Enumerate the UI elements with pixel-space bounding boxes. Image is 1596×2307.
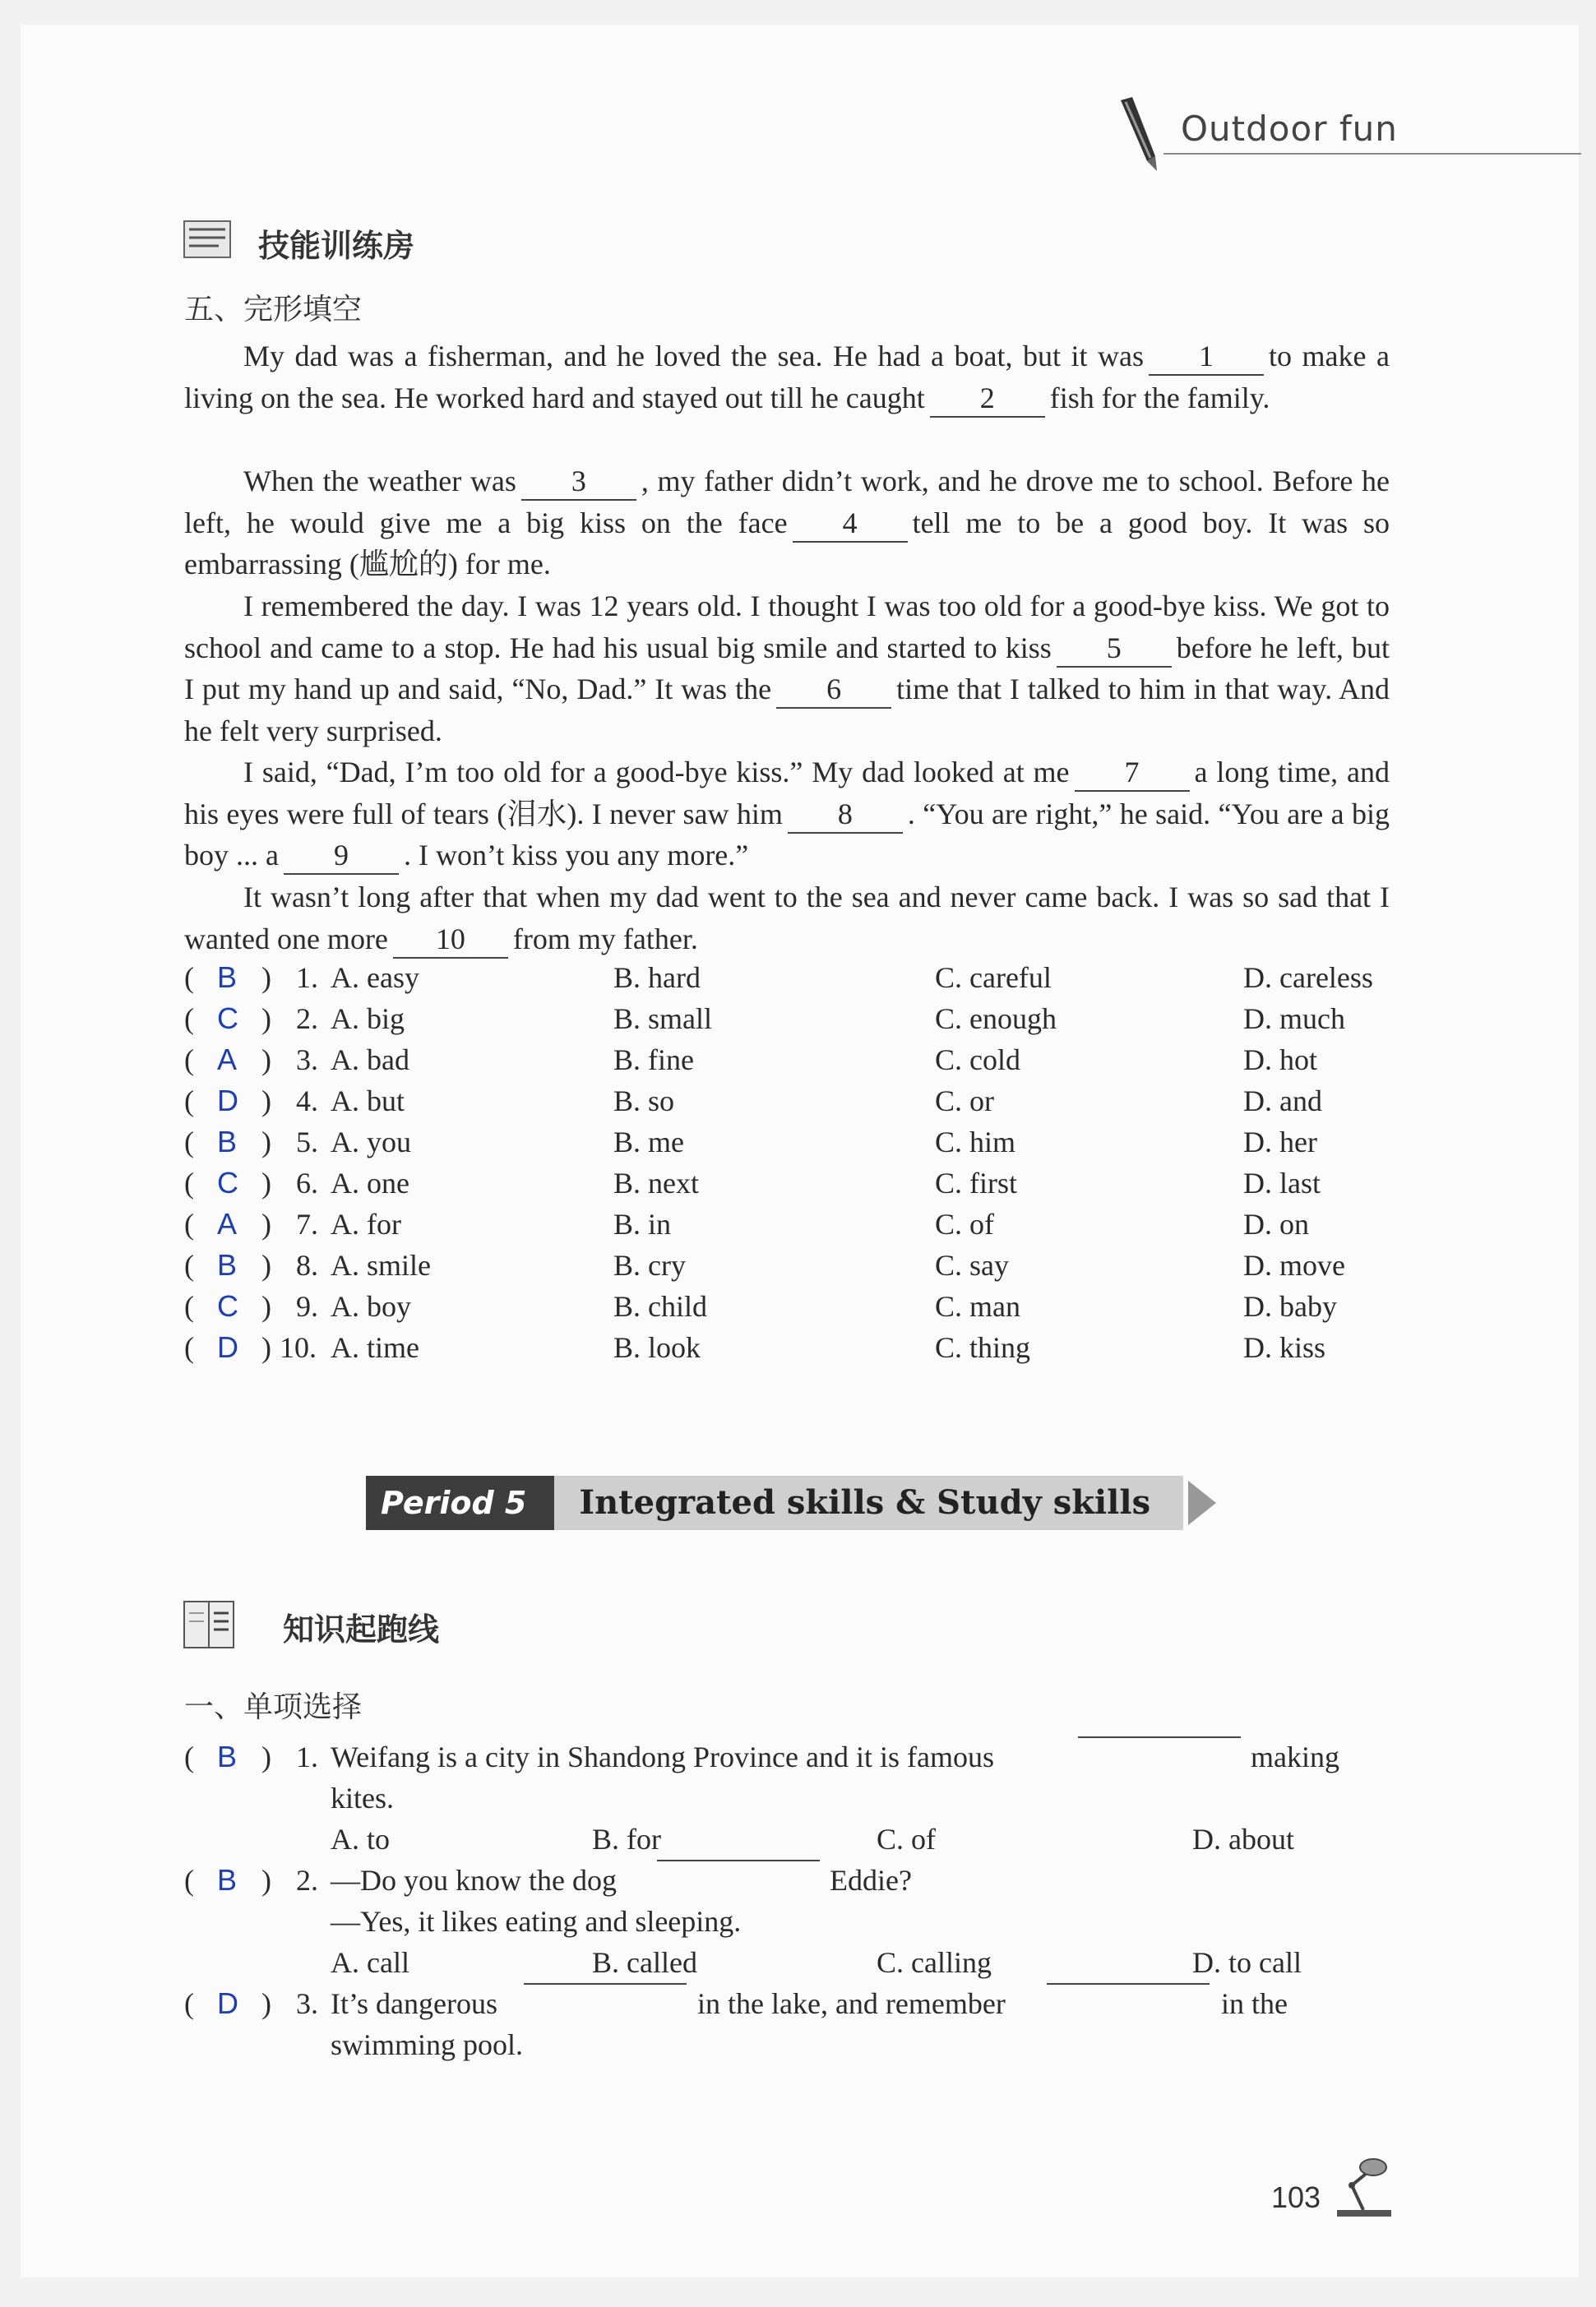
option-b: B. for (592, 1823, 661, 1856)
option-d: D. much (1243, 1002, 1345, 1035)
option-b: B. me (613, 1126, 684, 1158)
option-d: D. hot (1243, 1043, 1317, 1076)
option-d: D. on (1243, 1208, 1309, 1241)
option-c: C. thing (935, 1331, 1031, 1364)
blank-3: 3 (521, 463, 636, 501)
option-d: D. her (1243, 1126, 1317, 1158)
blank-2: 2 (930, 380, 1045, 418)
blank-10: 10 (393, 921, 508, 959)
answer-blank (524, 1983, 687, 1985)
blank-7: 7 (1075, 754, 1190, 792)
mcq-question: ( D ) 3. It’s dangerous in the lake, and remember in the (184, 1983, 1401, 2024)
option-a: A. one (331, 1167, 409, 1200)
answer-mark: D (217, 1986, 238, 2020)
mcq-question-cont: swimming pool. (331, 2028, 524, 2061)
answer-mark: C (217, 1001, 238, 1035)
passage-paragraph-3: I remembered the day. I was 12 years old. I thought I was too old for a good-bye kiss. We got to school and came to a stop. He had his usual big smile and started to kiss 5 before he left, but I put my hand up and said, “No, Dad.” It was the 6 time that I talked to him in that way. And he felt very surprised. (184, 589, 1390, 747)
option-b: B. look (613, 1331, 701, 1364)
option-c: C. or (935, 1084, 994, 1117)
blank-6: 6 (776, 671, 891, 709)
option-c: C. careful (935, 961, 1052, 994)
option-c: C. calling (877, 1946, 992, 1979)
answer-mark: D (217, 1084, 238, 1117)
option-a: A. time (331, 1331, 419, 1364)
option-a: A. you (331, 1126, 411, 1158)
option-b: B. so (613, 1084, 675, 1117)
option-b: B. called (592, 1946, 697, 1979)
option-b: B. fine (613, 1043, 694, 1076)
mcq-question-cont: —Yes, it likes eating and sleeping. (331, 1905, 742, 1938)
option-d: D. careless (1243, 961, 1373, 994)
option-c: C. enough (935, 1002, 1057, 1035)
option-a: A. bad (331, 1043, 409, 1076)
option-c: C. of (877, 1823, 936, 1856)
option-a: A. easy (331, 961, 419, 994)
question-row: ( B ) 5. A. you B. me C. him D. her (184, 1121, 1401, 1163)
passage-paragraph-1: My dad was a fisherman, and he loved the sea. He had a boat, but it was 1 to make a living on the sea. He worked hard and stayed out till he caught 2 fish for the family. (184, 335, 1390, 418)
option-d: D. about (1192, 1823, 1294, 1856)
arrow-right-icon (1183, 1476, 1218, 1530)
option-d: D. to call (1192, 1946, 1302, 1979)
part-title-cloze: 五、完形填空 (184, 293, 363, 326)
question-row: ( C ) 6. A. one B. next C. first D. last (184, 1163, 1401, 1204)
blank-4: 4 (793, 505, 908, 543)
option-a: A. big (331, 1002, 405, 1035)
option-a: A. boy (331, 1290, 411, 1323)
option-b: B. small (613, 1002, 713, 1035)
option-b: B. in (613, 1208, 672, 1241)
answer-mark: D (217, 1330, 238, 1364)
option-d: D. baby (1243, 1290, 1337, 1323)
blank-5: 5 (1057, 630, 1172, 668)
blank-8: 8 (788, 796, 903, 834)
question-row: ( C ) 2. A. big B. small C. enough D. much (184, 998, 1401, 1039)
lamp-icon (1330, 2152, 1399, 2220)
option-c: C. of (935, 1208, 994, 1241)
part-title-single-choice: 一、单项选择 (184, 1690, 363, 1724)
option-c: C. man (935, 1290, 1020, 1323)
answer-mark: B (217, 1740, 238, 1773)
option-a: A. but (331, 1084, 405, 1117)
question-row: ( A ) 7. A. for B. in C. of D. on (184, 1204, 1401, 1245)
option-c: C. first (935, 1167, 1018, 1200)
option-b: B. hard (613, 961, 701, 994)
answer-mark: C (217, 1289, 238, 1323)
answer-mark: B (217, 1125, 238, 1158)
option-c: C. him (935, 1126, 1016, 1158)
mcq-options (184, 1942, 1401, 1983)
answer-mark: C (217, 1166, 238, 1200)
period-title: Integrated skills & Study skills (554, 1476, 1183, 1530)
passage-paragraph-5: It wasn’t long after that when my dad went to the sea and never came back. I was so sad that I wanted one more 10 from my father. (184, 876, 1390, 959)
section-heading-knowledge: 知识起跑线 (283, 1611, 440, 1648)
period-banner (366, 1476, 1218, 1530)
mcq-question-cont: kites. (331, 1782, 394, 1815)
option-d: D. move (1243, 1249, 1345, 1282)
option-b: B. child (613, 1290, 707, 1323)
answer-blank (657, 1860, 820, 1861)
option-c: C. cold (935, 1043, 1020, 1076)
question-row: ( A ) 3. A. bad B. fine C. cold D. hot (184, 1039, 1401, 1080)
answer-blank (1078, 1736, 1241, 1738)
option-a: A. to (331, 1823, 390, 1856)
book-icon (183, 1598, 237, 1651)
option-a: A. for (331, 1208, 401, 1241)
answer-mark: B (217, 1248, 238, 1282)
pen-icon (1114, 97, 1163, 173)
page-number: 103 (1271, 2180, 1321, 2214)
header-rule (1163, 153, 1581, 155)
notebook-icon (183, 216, 234, 261)
period-label: Period 5 (366, 1476, 554, 1530)
passage-paragraph-2: When the weather was 3 , my father didn’t work, and he drove me to school. Before he left, he would give me a big kiss on the face 4 tell me to be a good boy. It was so embarrassing (尴尬的) for me. (184, 465, 1390, 580)
blank-1: 1 (1149, 338, 1264, 376)
question-row: ( C ) 9. A. boy B. child C. man D. baby (184, 1286, 1401, 1327)
option-a: A. smile (331, 1249, 431, 1282)
question-row: ( D ) 10. A. time B. look C. thing D. kiss (184, 1327, 1401, 1368)
mcq-question: ( B ) 2. —Do you know the dog Eddie? (184, 1860, 1401, 1901)
answer-blank (1047, 1983, 1210, 1985)
option-c: C. say (935, 1249, 1009, 1282)
blank-9: 9 (284, 837, 399, 875)
option-d: D. kiss (1243, 1331, 1326, 1364)
mcq-question: ( B ) 1. Weifang is a city in Shandong Province and it is famous making (184, 1736, 1401, 1778)
option-d: D. and (1243, 1084, 1322, 1117)
question-row: ( B ) 8. A. smile B. cry C. say D. move (184, 1245, 1401, 1286)
option-a: A. call (331, 1946, 409, 1979)
answer-mark: B (217, 960, 238, 994)
option-d: D. last (1243, 1167, 1321, 1200)
option-b: B. cry (613, 1249, 686, 1282)
unit-title: Outdoor fun (1181, 109, 1398, 149)
answer-mark: B (217, 1863, 238, 1897)
question-row: ( D ) 4. A. but B. so C. or D. and (184, 1080, 1401, 1121)
passage-paragraph-4: I said, “Dad, I’m too old for a good-bye kiss.” My dad looked at me 7 a long time, and his eyes were full of tears (泪水). I never saw him 8 . “You are right,” he said. “You are a big boy ... a 9 . I won’t kiss you any more.” (184, 751, 1390, 876)
question-row: ( B ) 1. A. easy B. hard C. careful D. careless (184, 957, 1401, 998)
option-b: B. next (613, 1167, 699, 1200)
section-heading-skills: 技能训练房 (258, 228, 415, 264)
answer-mark: A (217, 1043, 238, 1076)
answer-mark: A (217, 1207, 238, 1241)
mcq-options (184, 1819, 1401, 1860)
